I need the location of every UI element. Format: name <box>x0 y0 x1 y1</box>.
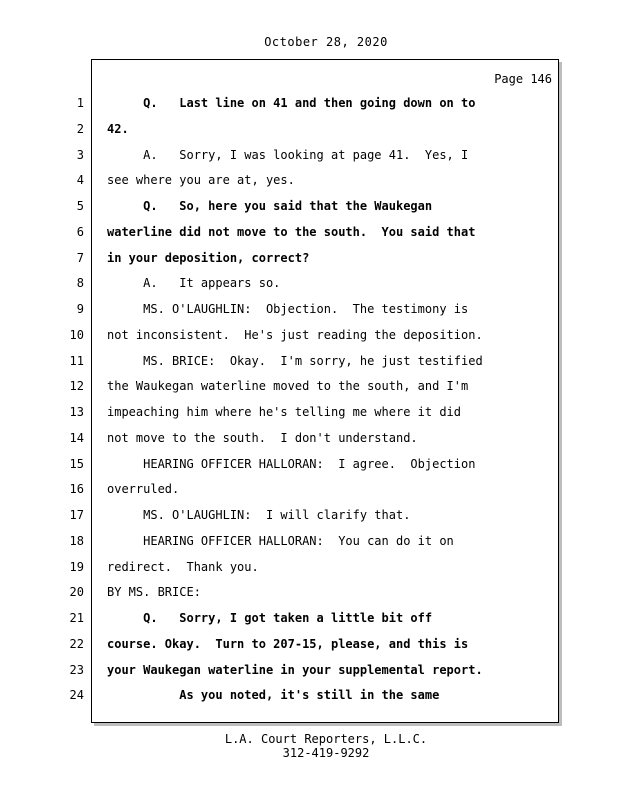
page-number: Page 146 <box>494 72 552 86</box>
transcript-line <box>0 119 560 139</box>
line-number: 21 <box>69 611 84 625</box>
line-text: your Waukegan waterline in your supplemental report. <box>107 662 483 677</box>
line-text: MS. BRICE: Okay. I'm sorry, he just testified <box>107 353 483 368</box>
line-number: 14 <box>69 430 84 445</box>
transcript-line <box>0 479 560 499</box>
footer-company: L.A. Court Reporters, L.L.C. <box>224 732 428 746</box>
line-number: 7 <box>76 250 84 265</box>
line-text: As you noted, it's still in the same <box>107 688 440 703</box>
line-number: 16 <box>69 482 84 497</box>
transcript-line <box>0 685 560 705</box>
line-number: 20 <box>69 585 84 600</box>
line-text: not inconsistent. He's just reading the deposition. <box>107 327 483 342</box>
transcript-line <box>0 582 560 602</box>
transcript-line <box>0 376 560 396</box>
transcript-line <box>0 325 560 345</box>
line-text: A. Sorry, I was looking at page 41. Yes, I <box>107 147 469 162</box>
line-number: 1 <box>76 96 84 110</box>
line-text: Q. Last line on 41 and then going down on to <box>107 96 476 110</box>
footer-phone: 312-419-9292 <box>282 746 370 760</box>
line-number: 11 <box>69 353 84 368</box>
line-text: redirect. Thank you. <box>107 559 259 574</box>
line-text: not move to the south. I don't understand. <box>107 430 418 445</box>
footer <box>0 732 618 760</box>
transcript-line <box>0 505 560 525</box>
line-number: 5 <box>76 199 84 213</box>
transcript-line <box>0 351 560 371</box>
transcript-line <box>0 170 560 190</box>
transcript-line <box>0 402 560 422</box>
line-number: 2 <box>76 121 84 136</box>
transcript-line <box>0 428 560 448</box>
line-number: 4 <box>76 173 84 188</box>
line-text: HEARING OFFICER HALLORAN: You can do it on <box>107 533 454 548</box>
line-number: 13 <box>69 405 84 419</box>
line-number: 3 <box>76 147 84 162</box>
line-number: 18 <box>69 533 84 548</box>
transcript-line <box>0 145 560 165</box>
line-number: 15 <box>69 456 84 471</box>
transcript-line <box>0 248 560 268</box>
transcript-line <box>0 634 560 654</box>
transcript-line <box>0 608 560 628</box>
header-date: October 28, 2020 <box>264 35 388 49</box>
line-number: 12 <box>69 379 84 394</box>
line-number: 8 <box>76 276 84 291</box>
line-text: MS. O'LAUGHLIN: I will clarify that. <box>107 508 411 522</box>
line-number: 23 <box>69 662 84 677</box>
transcript-line <box>0 531 560 551</box>
line-number: 22 <box>69 636 84 651</box>
line-number: 19 <box>69 559 84 574</box>
line-text: BY MS. BRICE: <box>107 585 201 600</box>
line-text: the Waukegan waterline moved to the south, and I'm <box>107 379 469 394</box>
line-number: 17 <box>69 508 84 522</box>
transcript-line <box>0 273 560 293</box>
line-text: HEARING OFFICER HALLORAN: I agree. Objection <box>107 456 476 471</box>
line-text: MS. O'LAUGHLIN: Objection. The testimony is <box>107 302 469 316</box>
line-text: impeaching him where he's telling me where it did <box>107 405 462 419</box>
line-text: in your deposition, correct? <box>107 250 310 265</box>
line-number: 24 <box>69 688 84 703</box>
line-number: 6 <box>76 224 84 239</box>
line-text: waterline did not move to the south. You said that <box>107 224 476 239</box>
transcript-line <box>0 93 560 113</box>
line-text: A. It appears so. <box>107 276 281 291</box>
line-text: course. Okay. Turn to 207-15, please, and this is <box>107 636 469 651</box>
line-text: Q. Sorry, I got taken a little bit off <box>107 611 433 625</box>
transcript-line <box>0 660 560 680</box>
transcript-line <box>0 196 560 216</box>
line-text: 42. <box>107 121 129 136</box>
line-text: overruled. <box>107 482 180 497</box>
transcript-line <box>0 299 560 319</box>
line-number: 10 <box>69 327 84 342</box>
line-text: Q. So, here you said that the Waukegan <box>107 199 433 213</box>
line-number: 9 <box>76 302 84 316</box>
transcript-line <box>0 222 560 242</box>
transcript-line <box>0 557 560 577</box>
line-text: see where you are at, yes. <box>107 173 295 188</box>
transcript-line <box>0 454 560 474</box>
